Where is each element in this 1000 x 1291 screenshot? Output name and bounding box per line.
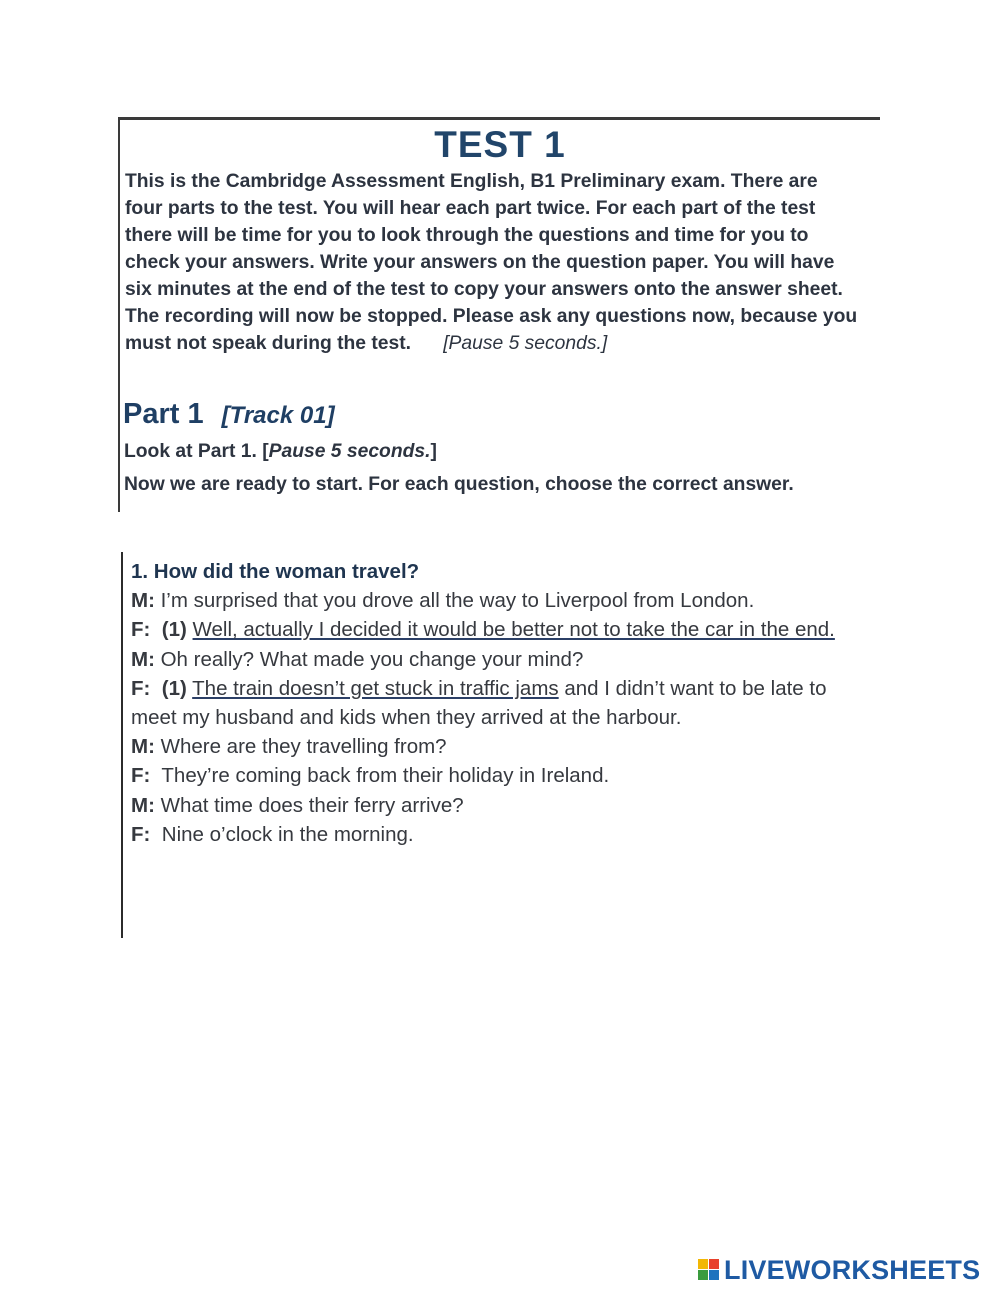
speaker-label: F:: [131, 822, 151, 846]
dialogue-line: [131, 674, 866, 732]
dialogue-text: They’re coming back from their holiday in Ireland.: [161, 764, 610, 788]
dialogue-text: Nine o’clock in the morning.: [161, 822, 414, 846]
speaker-label: M:: [131, 647, 155, 671]
dialogue-line: [131, 732, 866, 761]
dialogue-text: Where are they travelling from?: [160, 735, 447, 759]
look-at-text: Look at Part 1. [: [124, 441, 269, 462]
test-title: TEST 1: [434, 124, 566, 165]
question-left-bar: [121, 552, 123, 938]
dialogue-line: [131, 615, 866, 644]
speaker-label: F:: [131, 676, 151, 700]
dialogue-text: and I didn’t want to be late to meet my husband and kids when they arrived at the harbour.: [131, 676, 827, 730]
look-at-bracket: ]: [430, 441, 437, 462]
dialogue-line: [131, 586, 866, 615]
question-block: [131, 557, 866, 849]
answer-evidence-text: Well, actually I decided it would be better not to take the car in the end.: [192, 618, 835, 642]
logo-square: [709, 1270, 719, 1280]
dialogue-text: What time does their ferry arrive?: [160, 793, 464, 817]
dialogue-text: Oh really? What made you change your mind?: [160, 647, 584, 671]
dialogue-line: [131, 645, 866, 674]
speaker-label: F:: [131, 618, 151, 642]
logo-square: [698, 1259, 708, 1269]
liveworksheets-brand[interactable]: [698, 1255, 980, 1285]
look-at-pause: Pause 5 seconds.: [268, 441, 431, 462]
logo-square: [698, 1270, 708, 1280]
dialogue-text: I’m surprised that you drove all the way to Liverpool from London.: [160, 589, 755, 613]
dialogue-line: [131, 791, 866, 820]
speaker-label: F:: [131, 764, 151, 788]
dialogue-line: [131, 761, 866, 790]
answer-number: (1): [161, 618, 187, 642]
part-heading: [123, 398, 335, 431]
answer-number: (1): [161, 676, 187, 700]
logo-square: [709, 1259, 719, 1269]
look-at-instruction: [124, 440, 437, 464]
document-frame-left-border: [118, 117, 120, 512]
speaker-label: M:: [131, 793, 155, 817]
test-instructions: [125, 168, 860, 357]
question-title: 1. How did the woman travel?: [131, 560, 420, 583]
answer-evidence-text: The train doesn’t get stuck in traffic jams: [192, 676, 559, 700]
part-label: Part 1: [123, 398, 204, 430]
track-label: [Track 01]: [221, 402, 335, 429]
ready-instruction: Now we are ready to start. For each question, choose the correct answer.: [124, 474, 794, 495]
speaker-label: M:: [131, 589, 155, 613]
document-frame-top-border: [118, 117, 880, 120]
speaker-label: M:: [131, 735, 155, 759]
brand-name: LIVEWORKSHEETS: [724, 1254, 981, 1285]
liveworksheets-logo-icon: [698, 1259, 720, 1281]
instructions-text: This is the Cambridge Assessment English, B1 Preliminary exam. There are four parts to the test. You will hear each part twice. For each part of the test there will be time for you to look through the questions and time for you to check your answers. Write your answers on the question paper. You will have six minutes at the end of the test to copy your answers onto the answer sheet. The recording will now be stopped. Please ask any questions now, because you must not speak during the test.: [125, 171, 858, 354]
dialogue-line: [131, 820, 866, 849]
instructions-pause: [Pause 5 seconds.]: [443, 333, 608, 354]
